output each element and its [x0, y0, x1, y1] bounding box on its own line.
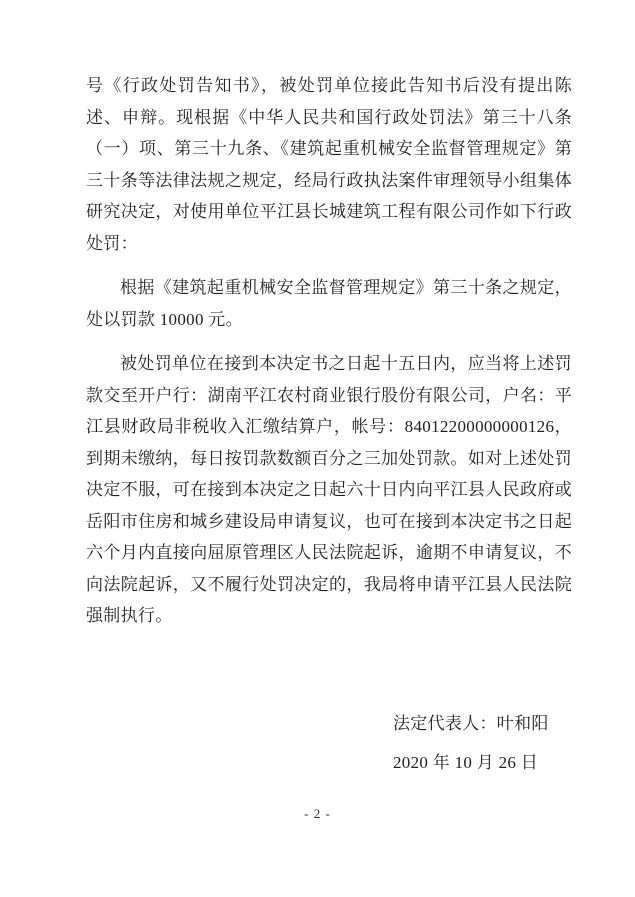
document-body: [86, 70, 572, 645]
document-paragraph-payment-appeal: 被处罚单位在接到本决定书之日起十五日内，应当将上述罚款交至开户行：湖南平江农村商业银行股份有限公司，户名：平江县财政局非税收入汇缴结算户，帐号：84012200000000126，到期未缴纳，每日按罚款数额百分之三加处罚款。如对上述处罚决定不服，可在接到本决定之日起六十日内向平江县人民政府或岳阳市住房和城乡建设局申请复议，也可在接到本决定书之日起六个月内直接向屈原管理区人民法院起诉，逾期不申请复议，不向法院起诉，又不履行处罚决定的，我局将申请平江县人民法院强制执行。: [86, 354, 572, 625]
document-paragraph-penalty-basis: 根据《建筑起重机械安全监督管理规定》第三十条之规定，处以罚款 10000 元。: [86, 278, 572, 329]
signature-block: [393, 704, 549, 782]
document-paragraph-continuation: 号《行政处罚告知书》，被处罚单位接此告知书后没有提出陈述、申辩。现根据《中华人民共和国行政处罚法》第三十八条（一）项、第三十九条、《建筑起重机械安全监督管理规定》第三十条等法律法规之规定，经局行政执法案件审理领导小组集体研究决定，对使用单位平江县长城建筑工程有限公司作如下行政处罚：: [86, 76, 572, 253]
signature-legal-representative: 法定代表人：叶和阳: [393, 714, 549, 733]
page-number: - 2 -: [304, 806, 331, 821]
signature-date: 2020 年 10 月 26 日: [393, 753, 539, 772]
